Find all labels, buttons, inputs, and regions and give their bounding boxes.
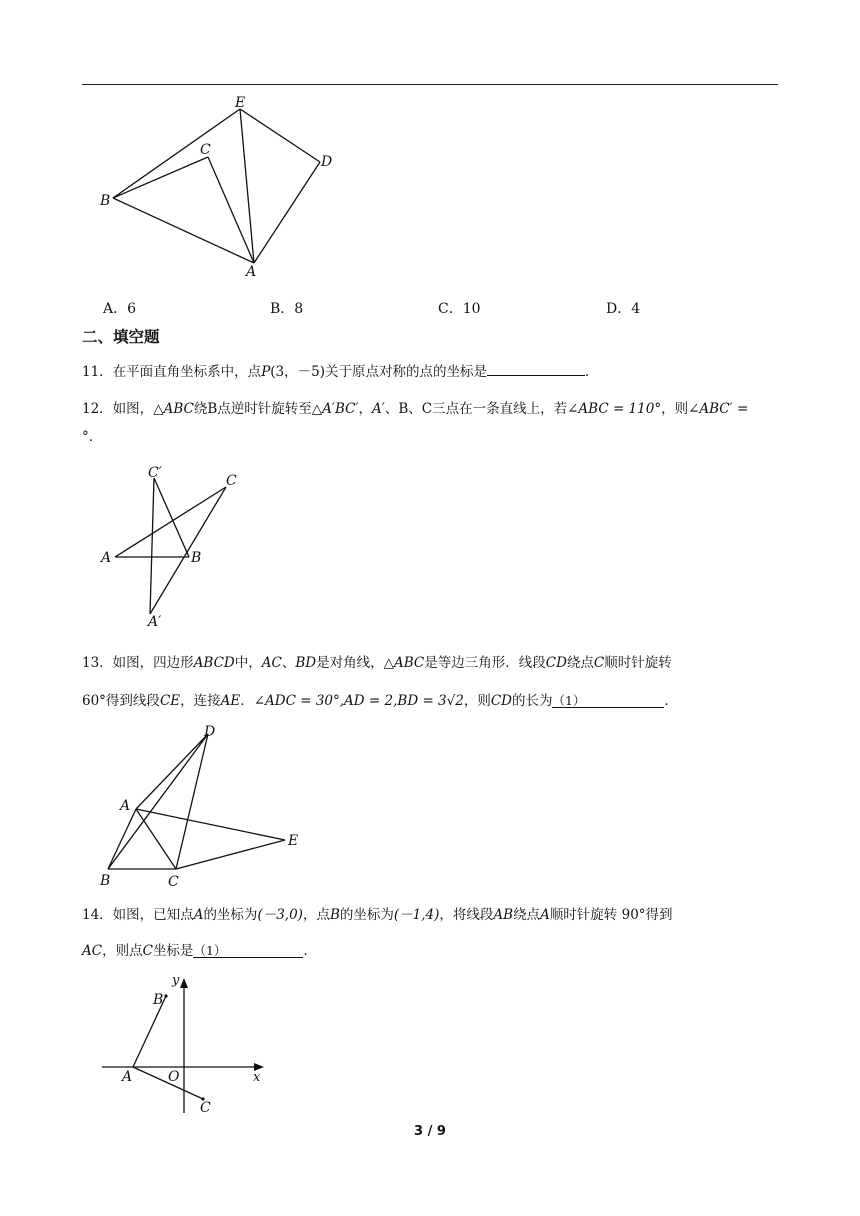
segment-ca (208, 157, 254, 263)
q12-text-mid1: 绕B点逆时针旋转至 (193, 401, 312, 417)
q11-point: P (261, 364, 271, 380)
label-a: A (101, 550, 112, 566)
label-b: B (191, 550, 202, 566)
q12-text-pre: 12．如图， (82, 401, 154, 417)
label-e: E (235, 95, 246, 111)
q13-text-1: 中， (234, 655, 262, 671)
q12-text-mid2: ， (358, 401, 373, 417)
segment-cpb (154, 478, 189, 557)
q13-ce: CE (159, 693, 181, 709)
label-b: B (100, 193, 111, 209)
label-b: B (100, 873, 111, 889)
question-13 (82, 654, 782, 672)
q13-cd-2: CD (490, 693, 512, 709)
segment-cd (176, 734, 208, 869)
q13-answer-blank[interactable] (552, 692, 664, 708)
q12-angle-1: ∠ABC = 110° (567, 401, 662, 417)
q14-text-6: 顺时针旋转 90°得到 (549, 907, 673, 923)
q14-text-pre: 14．如图，已知点 (82, 907, 194, 923)
q13-cd: CD (545, 655, 567, 671)
q14-text-4: ，将线段 (439, 907, 494, 923)
label-y: y (172, 973, 180, 988)
q14-blank-label: （1） (193, 943, 227, 958)
q14-b: B (329, 907, 340, 923)
q14-c: C (142, 943, 153, 959)
option-d: D．4 (606, 301, 641, 317)
option-c: C．10 (438, 301, 481, 317)
segment-ed (240, 109, 320, 162)
q14-b-coord: (－1,4) (393, 907, 440, 923)
question-14 (82, 906, 782, 924)
q13-text-7: ，连接 (180, 693, 221, 709)
label-c: C (226, 473, 237, 489)
q12-point: A′ (372, 401, 385, 417)
question-12-line-2 (82, 428, 782, 446)
segment-ae (136, 809, 285, 840)
q13-text-pre: 13．如图，四边形 (82, 655, 194, 671)
segment-be (113, 109, 240, 198)
label-e: E (288, 833, 299, 849)
header-rule (82, 84, 778, 85)
q11-text-post: 关于原点对称的点的坐标是 (325, 364, 487, 380)
q13-text-6: 顺时针旋转 (604, 655, 672, 671)
figure-q14 (96, 968, 286, 1118)
label-d: D (204, 724, 216, 740)
segment-bc (113, 157, 208, 198)
label-o: O (168, 1069, 180, 1085)
q13-end: ． (664, 693, 678, 709)
q14-ac: AC (82, 943, 103, 959)
label-c: C (200, 142, 211, 158)
q13-c: C (593, 655, 605, 671)
question-13-line-2 (82, 692, 782, 710)
label-c-prime: C′ (148, 465, 162, 481)
q14-a-coord: (－3,0) (257, 907, 303, 923)
section-title: 二、填空题 (82, 328, 160, 346)
q14-text-1: 的坐标为 (203, 907, 258, 923)
option-b: B．8 (270, 301, 304, 317)
segment-ea (240, 109, 254, 263)
segment-ce (176, 840, 285, 869)
q11-text-pre: 在平面直角坐标系中，点 (112, 364, 262, 380)
q14-a-2: A (540, 907, 550, 923)
label-a: A (246, 264, 257, 280)
q12-text-mid3: 、B、C三点在一条直线上，若 (384, 401, 568, 417)
q14-text-2: ，点 (302, 907, 330, 923)
q11-coords: (3，－5) (270, 364, 325, 380)
segment-ac (136, 809, 176, 869)
q13-text-9: ，则 (463, 693, 491, 709)
q13-text-5: 绕点 (566, 655, 594, 671)
q14-text-7: ，则点 (102, 943, 143, 959)
q14-a: A (193, 907, 204, 923)
page-number: 3 / 9 (414, 1124, 446, 1139)
q14-end: ． (303, 943, 317, 959)
label-a: A (120, 798, 131, 814)
label-c: C (200, 1100, 211, 1116)
segment-ba (113, 198, 254, 263)
q13-text-8: ． (240, 693, 254, 709)
segment-ac (115, 487, 226, 557)
label-c: C (168, 874, 179, 890)
segment-apc (150, 487, 226, 614)
y-axis-arrow (180, 978, 188, 988)
q12-triangle-2: △A′BC′ (311, 401, 359, 417)
q13-blank-label: （1） (552, 693, 586, 708)
q14-ab: AB (493, 907, 514, 923)
q14-text-8: 坐标是 (152, 943, 194, 959)
q11-number: 11． (82, 364, 113, 380)
q13-ae: AE (220, 693, 241, 709)
q11-answer-blank[interactable] (487, 360, 585, 376)
q11-end: ． (585, 364, 599, 380)
q12-text-mid4: ，则 (661, 401, 689, 417)
segment-ab (108, 809, 136, 869)
q12-triangle-1: △ABC (153, 401, 194, 417)
q13-ac: AC (261, 655, 282, 671)
q13-text-3: 是对角线， (316, 655, 384, 671)
question-11 (82, 360, 782, 381)
q14-text-3: 的坐标为 (339, 907, 394, 923)
q13-condition: ∠ADC = 30°,AD = 2,BD = 3√2 (253, 693, 464, 709)
q13-bd: BD (295, 655, 317, 671)
label-x: x (253, 1070, 261, 1085)
figure-q13 (96, 722, 316, 892)
option-a: A．6 (103, 301, 137, 317)
point-b (164, 994, 167, 997)
q13-quad: ABCD (193, 655, 235, 671)
q14-text-5: 绕点 (513, 907, 541, 923)
segment-da (254, 162, 320, 263)
figure-q10 (95, 92, 345, 282)
q12-angle-2: ∠ABC′ = (688, 401, 749, 417)
question-14-line-2 (82, 942, 782, 960)
segment-ad (136, 734, 208, 809)
label-a: A (122, 1069, 133, 1085)
q13-text-2: 、 (281, 655, 296, 671)
q13-text-4: 是等边三角形．线段 (424, 655, 546, 671)
q14-answer-blank[interactable] (193, 942, 303, 958)
q13-text-line2: 60°得到线段 (82, 693, 160, 709)
segment-cpap (150, 478, 154, 614)
label-d: D (321, 154, 333, 170)
q12-degree-end: °． (82, 429, 103, 445)
q13-triangle: △ABC (383, 655, 425, 671)
label-a-prime: A′ (148, 614, 162, 630)
figure-q12 (98, 462, 258, 632)
label-b: B (153, 992, 164, 1008)
q13-text-10: 的长为 (511, 693, 553, 709)
question-12 (82, 400, 782, 418)
